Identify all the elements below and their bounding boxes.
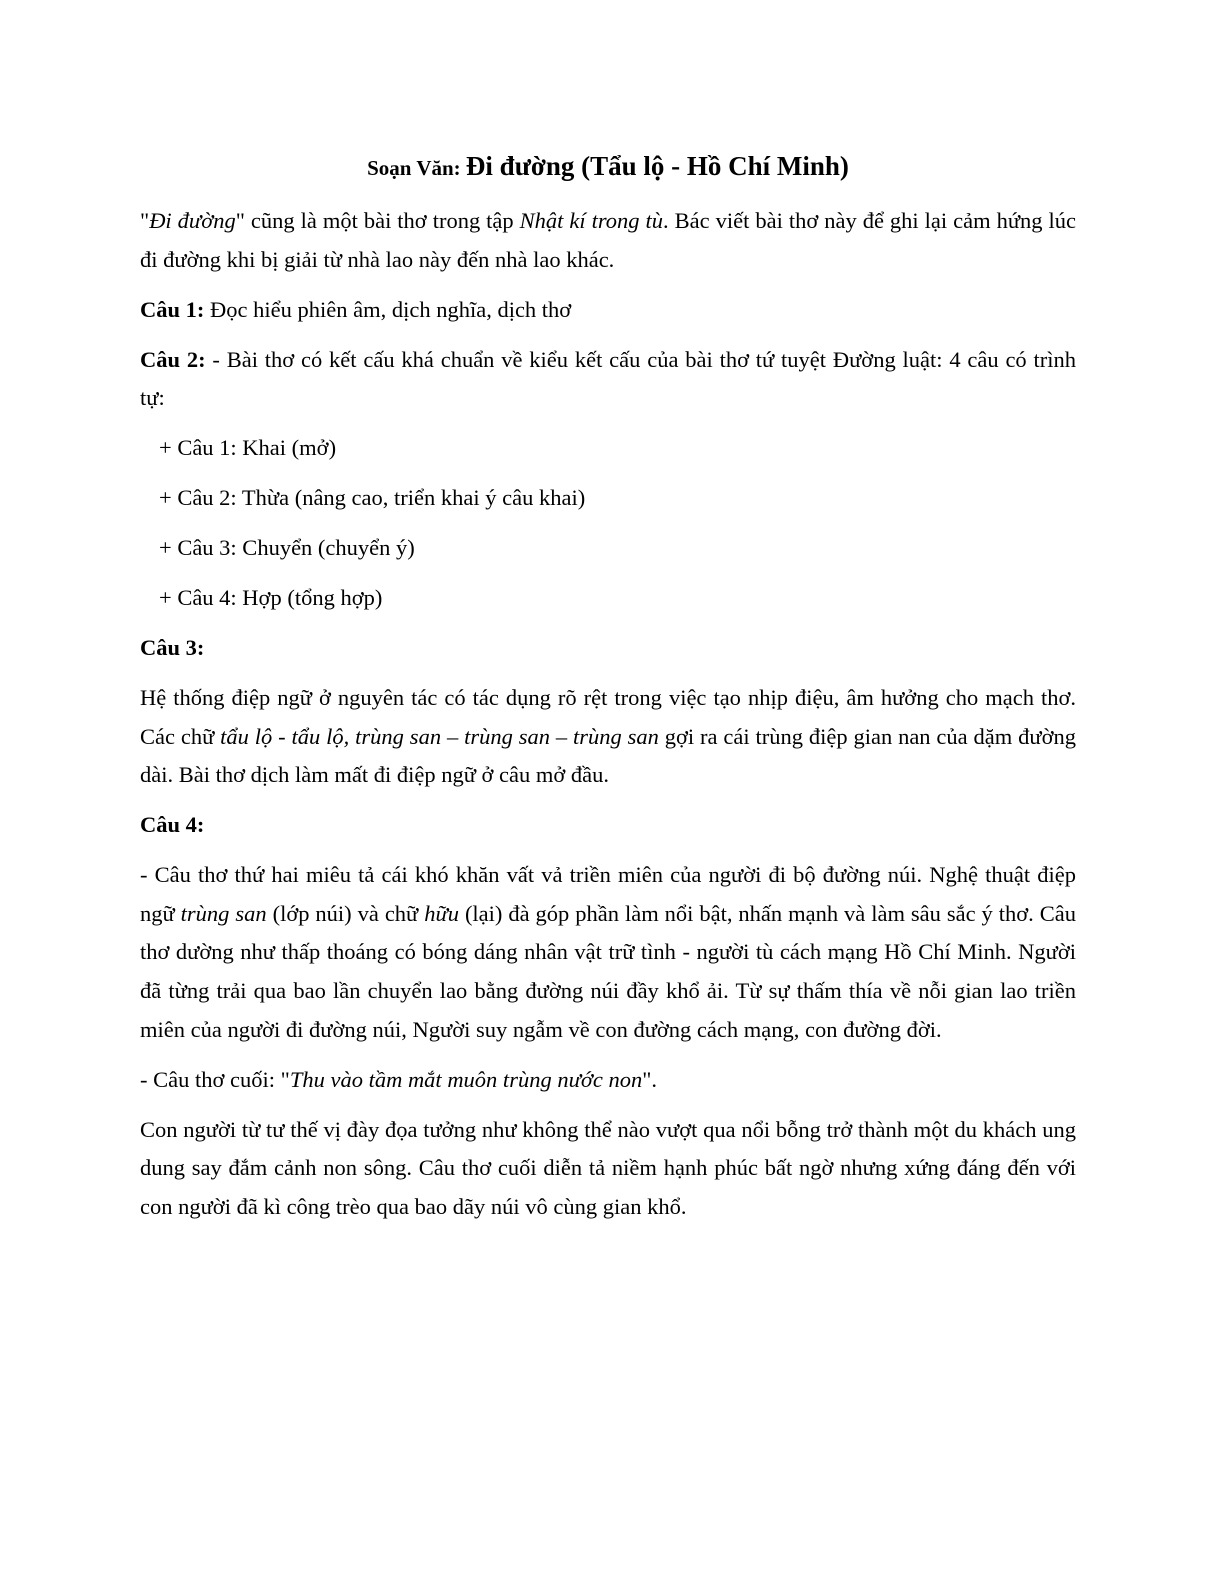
cau2-label: Câu 2:: [140, 346, 206, 372]
intro-text-rest: . Bác viết bài thơ này để ghi lại cảm hứng lúc đi đường khi bị giải từ nhà lao này đến nhà lao khác.: [140, 208, 1077, 272]
cau4-label: Câu 4:: [140, 812, 205, 838]
cau4-heading: [140, 806, 1076, 845]
intro-text: " cũng là một bài thơ trong tập: [235, 208, 520, 233]
cau4-paragraph-3: Con người từ tư thế vị đày đọa tưởng như không thể nào vượt qua nổi bỗng trở thành một du khách ung dung say đắm cảnh non sông. Câu thơ cuối diễn tả niềm hạnh phúc bất ngờ nhưng xứng đáng đến với con người đã kì công trèo qua bao dãy núi vô cùng gian khổ.: [140, 1116, 1076, 1219]
cau4-text-a: - Câu thơ thứ hai miêu tả cái khó khăn vất vả triền miên của người đi bộ đường núi. Nghệ thuật điệp ngữ: [140, 862, 1076, 926]
title-prefix: Soạn Văn:: [367, 156, 466, 180]
cau1-paragraph: [140, 291, 1076, 330]
list-item: + Câu 4: Hợp (tổng hợp): [159, 585, 383, 611]
document-body: [140, 202, 1076, 1238]
cau3-paragraph: [140, 679, 1076, 795]
cau4-quote-suffix: ".: [642, 1066, 658, 1092]
collection-title: Nhật kí trong tù: [519, 208, 664, 233]
cau3-italic: tẩu lộ - tẩu lộ, trùng san – trùng san – trùng san: [220, 723, 659, 749]
cau1-text: Đọc hiểu phiên âm, dịch nghĩa, dịch thơ: [204, 296, 572, 322]
cau4-text-b: (lớp núi) và chữ: [266, 900, 425, 926]
intro-quote-open: ": [140, 208, 150, 233]
cau4-quote: Thu vào tầm mắt muôn trùng nước non: [289, 1066, 643, 1092]
cau4-paragraph-2: [140, 1061, 1076, 1100]
cau4-italic-2: hữu: [424, 900, 459, 926]
cau3-text-end: gợi ra cái trùng điệp gian nan của dặm đường dài. Bài thơ dịch làm mất đi điệp ngữ ở câu mở đầu.: [140, 723, 1076, 788]
page-title: [140, 146, 1076, 191]
cau4-italic-1: trùng san: [180, 900, 267, 926]
cau2-paragraph: [140, 341, 1076, 418]
cau2-text: - Bài thơ có kết cấu khá chuẩn về kiểu kết cấu của bài thơ tứ tuyệt Đường luật: 4 câu có trình tự:: [140, 346, 1076, 411]
cau3-label: Câu 3:: [140, 635, 205, 661]
list-item: + Câu 1: Khai (mở): [159, 435, 337, 461]
list-item: + Câu 3: Chuyển (chuyển ý): [159, 535, 415, 561]
list-item: + Câu 2: Thừa (nâng cao, triển khai ý câu khai): [159, 485, 586, 511]
cau3-heading: [140, 629, 1076, 668]
cau4-quote-prefix: - Câu thơ cuối: ": [140, 1066, 290, 1092]
poem-title: Đi đường: [149, 208, 236, 233]
title-main: Đi đường (Tẩu lộ - Hồ Chí Minh): [465, 151, 849, 181]
cau4-text-c: (lại) đà góp phần làm nổi bật, nhấn mạnh và làm sâu sắc ý thơ. Câu thơ dường như thấp thoáng có bóng dáng nhân vật trữ tình - người tù cách mạng Hồ Chí Minh. Người đã từng trải qua bao lần chuyển lao bằng đường núi đầy khổ ải. Từ sự thấm thía về nỗi gian lao triền miên của người đi đường núi, Người suy ngẫm về con đường cách mạng, con đường đời.: [140, 900, 1076, 1042]
cau4-paragraph-1: [140, 856, 1076, 1049]
cau3-text: Hệ thống điệp ngữ ở nguyên tác có tác dụng rõ rệt trong việc tạo nhịp điệu, âm hưởng cho mạch thơ. Các chữ: [140, 685, 1076, 749]
cau1-label: Câu 1:: [140, 296, 205, 322]
intro-paragraph: [140, 202, 1076, 279]
